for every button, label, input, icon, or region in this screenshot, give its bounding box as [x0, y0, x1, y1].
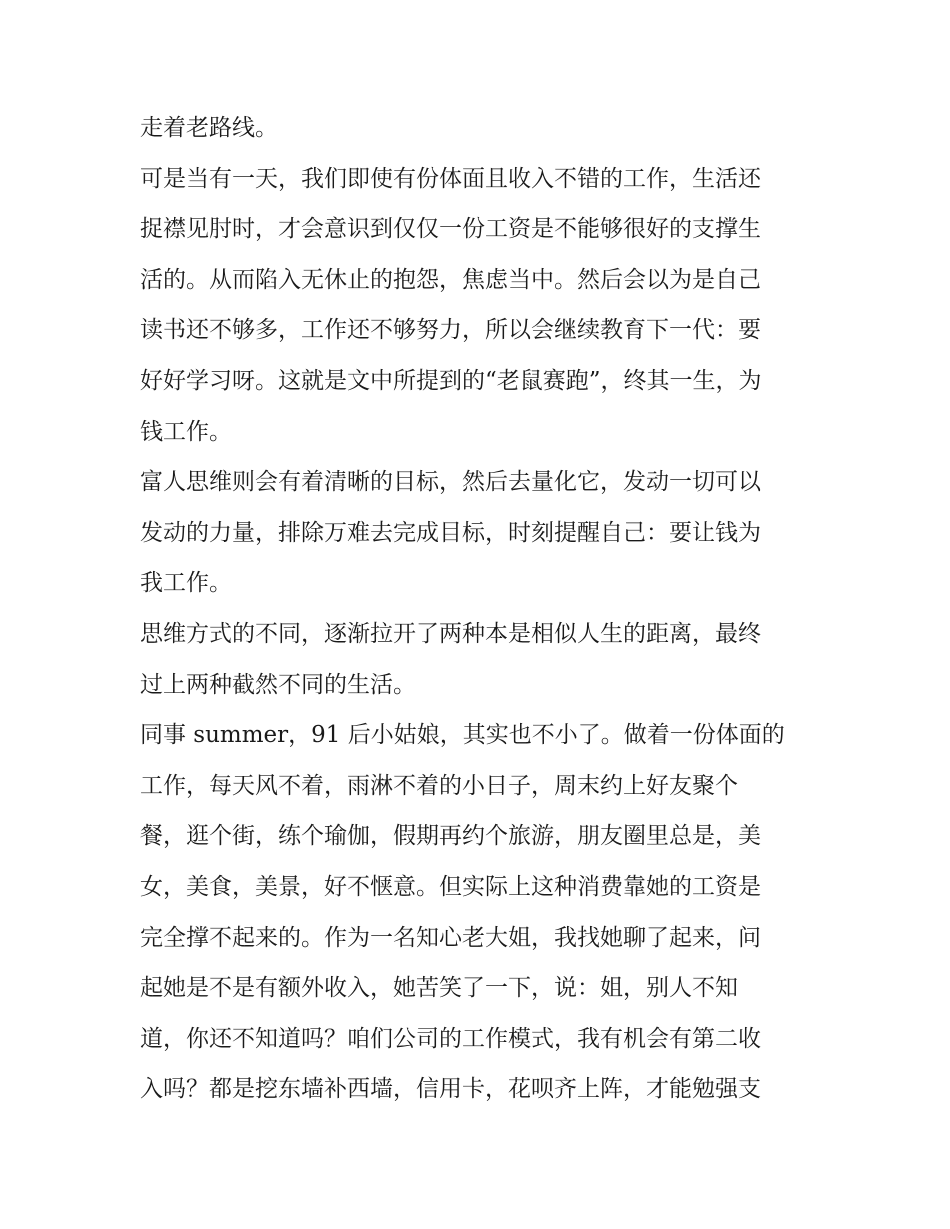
text-line: 好好学习呀。这就是文中所提到的“老鼠赛跑”，终其一生，为: [140, 367, 762, 394]
text-line: 发动的力量，排除万难去完成目标，时刻提醒自己：要让钱为: [140, 519, 761, 546]
body-text: [140, 103, 820, 1115]
text-line: 女，美食，美景，好不惬意。但实际上这种消费靠她的工资是: [140, 873, 761, 900]
text-line: 活的。从而陷入无休止的抱怨，焦虑当中。然后会以为是自己: [140, 266, 761, 293]
text-line: 过上两种截然不同的生活。: [140, 671, 416, 698]
text-line: 钱工作。: [140, 418, 232, 445]
text-line: 起她是不是有额外收入，她苦笑了一下，说：姐，别人不知: [140, 975, 738, 1002]
text-line: 入吗？都是挖东墙补西墙，信用卡，花呗齐上阵，才能勉强支: [140, 1076, 761, 1103]
text-line: 富人思维则会有着清晰的目标，然后去量化它，发动一切可以: [140, 469, 761, 496]
text-line: 餐，逛个街，练个瑜伽，假期再约个旅游，朋友圈里总是，美: [140, 823, 761, 850]
text-line: 捉襟见肘时，才会意识到仅仅一份工资是不能够很好的支撑生: [140, 216, 761, 243]
text-line: 完全撑不起来的。作为一名知心老大姐，我找她聊了起来，问: [140, 924, 761, 951]
text-line: 可是当有一天，我们即使有份体面且收入不错的工作，生活还: [140, 165, 761, 192]
text-line: 我工作。: [140, 570, 232, 597]
text-line: 工作，每天风不着，雨淋不着的小日子，周末约上好友聚个: [140, 772, 738, 799]
text-line: 走着老路线。: [140, 115, 278, 141]
text-line: 同事 summer，91 后小姑娘，其实也不小了。做着一份体面的: [140, 722, 785, 749]
text-line: 读书还不够多，工作还不够努力，所以会继续教育下一代：要: [140, 317, 761, 344]
text-line: 道，你还不知道吗？咱们公司的工作模式，我有机会有第二收: [140, 1025, 761, 1052]
text-line: 思维方式的不同，逐渐拉开了两种本是相似人生的距离，最终: [140, 620, 761, 647]
